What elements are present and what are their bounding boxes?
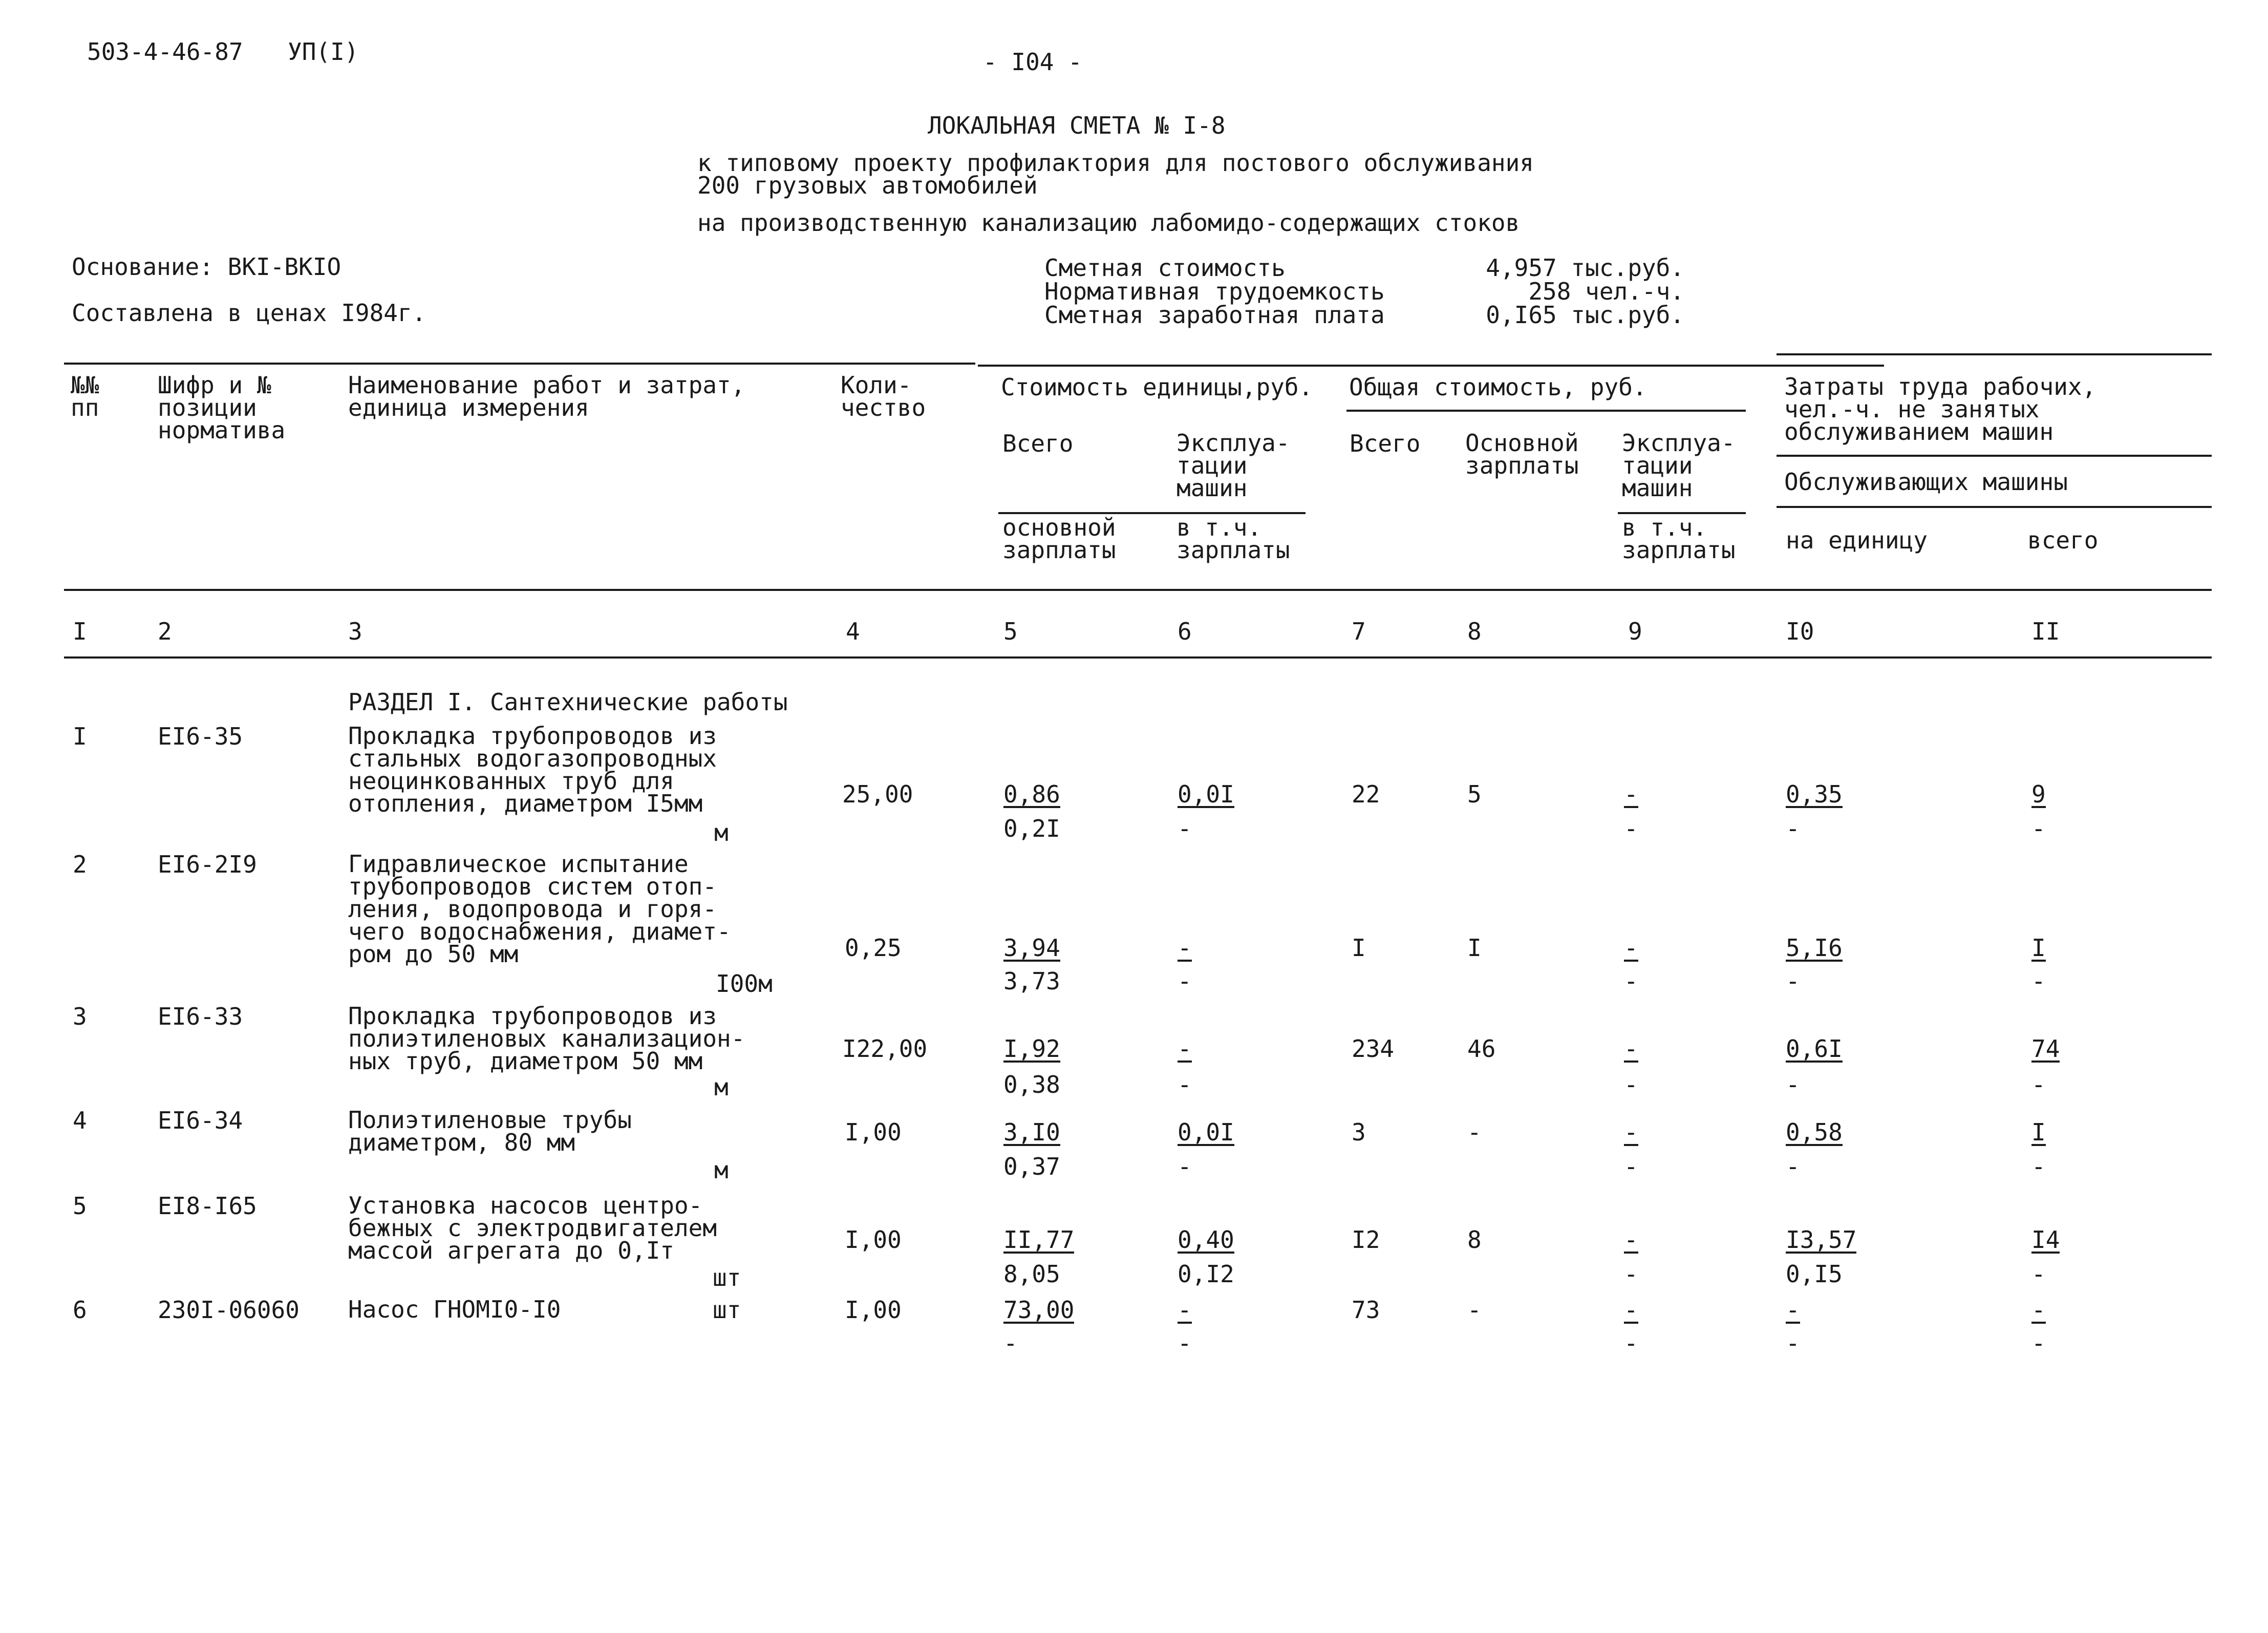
column-number-5: 5 [1003,618,1018,645]
header-quantity: Коли- чество [841,371,926,421]
row-2-unit-machines: - [1178,934,1192,962]
row-1-total-machines: - [1624,780,1638,808]
row-5-total-machine-wage: - [1624,1260,1638,1288]
summary-label-labor: Нормативная трудоемкость [1044,278,1385,305]
column-number-3: 3 [348,618,362,645]
row-6-unit-machines: - [1178,1296,1192,1324]
header-total-wage: Основной зарплаты [1465,429,1579,479]
row-6-unit-total: 73,00 [1003,1296,1075,1324]
album-number: УП(I) [288,38,359,66]
column-number-10: I0 [1786,618,1814,645]
row-5-total-all: I2 [1352,1226,1380,1254]
row-1-unit-machine-wage: - [1178,815,1192,842]
row-5-total-wage: 8 [1467,1226,1482,1254]
row-6-code: 230I-06060 [158,1296,299,1324]
row-3-total-wage: 46 [1467,1035,1496,1063]
summary-value-cost: 4,957 тыс.руб. [1486,254,1684,282]
row-2-number: 2 [73,851,87,878]
column-number-7: 7 [1352,618,1366,645]
price-basis-note: Составлена в ценах I984г. [72,299,426,327]
row-3-unit-total: I,92 [1003,1035,1060,1063]
column-number-11: II [2031,618,2060,645]
row-4-labor-total-machines: - [2031,1153,2046,1180]
summary-value-wage: 0,I65 тыс.руб. [1486,301,1684,329]
row-2-labor-total: I [2031,934,2046,962]
column-number-9: 9 [1628,618,1642,645]
header-total-cost: Общая стоимость, руб. [1349,373,1647,401]
row-5-unit-total: II,77 [1003,1226,1075,1254]
row-4-unit-machines: 0,0I [1178,1118,1234,1146]
document-code: 503-4-46-87 [87,38,243,66]
column-number-2: 2 [158,618,172,645]
row-4-name: Полиэтиленовые трубы диаметром, 80 мм [348,1106,632,1156]
row-6-number: 6 [73,1296,87,1324]
summary-value-labor: 258 чел.-ч. [1528,278,1684,305]
row-6-labor-unit: - [1786,1296,1800,1324]
row-3-total-machines: - [1624,1035,1638,1063]
row-5-unit-machines: 0,40 [1178,1226,1234,1254]
header-total-machines: Эксплуа- тации машин [1622,429,1736,502]
row-6-unit: шт [713,1296,741,1324]
row-2-labor-unit: 5,I6 [1786,934,1843,962]
table-top-rule-right [1777,353,2212,355]
row-2-code: EI6-2I9 [158,851,257,878]
row-3-number: 3 [73,1003,87,1030]
row-5-labor-unit: I3,57 [1786,1226,1857,1254]
row-3-labor-unit-machines: - [1786,1071,1800,1098]
row-2-unit-total: 3,94 [1003,934,1060,962]
summary-label-cost: Сметная стоимость [1044,254,1286,282]
row-4-total-machine-wage: - [1624,1153,1638,1180]
row-3-code: EI6-33 [158,1003,243,1030]
row-2-total-machines: - [1624,934,1638,962]
row-3-unit-machines: - [1178,1035,1192,1063]
row-2-labor-total-machines: - [2031,967,2046,995]
row-1-quantity: 25,00 [842,780,913,808]
section-title: РАЗДЕЛ I. Сантехнические работы [348,688,788,716]
subtitle-line-3: на производственную канализацию лабомидо-содержащих стоков [697,209,1520,237]
row-1-labor-unit: 0,35 [1786,780,1843,808]
row-4-total-machines: - [1624,1118,1638,1146]
row-3-total-all: 234 [1352,1035,1395,1063]
row-3-unit: м [714,1073,729,1101]
row-5-total-machines: - [1624,1226,1638,1254]
row-4-unit: м [714,1156,729,1184]
row-6-unit-wage: - [1003,1329,1018,1357]
row-6-unit-machine-wage: - [1178,1329,1192,1357]
row-2-unit-machine-wage: - [1178,967,1192,995]
row-4-quantity: I,00 [845,1118,902,1146]
row-1-total-all: 22 [1352,780,1380,808]
subtitle-line-2: 200 грузовых автомобилей [697,172,1038,199]
row-5-unit-machine-wage: 0,I2 [1178,1260,1234,1288]
row-5-unit-wage: 8,05 [1003,1260,1060,1288]
row-5-name: Установка насосов центро- бежных с электродвигателем массой агрегата до 0,Iт [348,1192,717,1264]
row-2-labor-unit-machines: - [1786,967,1800,995]
header-unit-wage: основной зарплаты [1002,514,1116,564]
row-4-unit-total: 3,I0 [1003,1118,1060,1146]
column-number-4: 4 [846,618,860,645]
header-work-name: Наименование работ и затрат, единица измерения [348,371,745,421]
row-4-code: EI6-34 [158,1107,243,1134]
row-2-total-wage: I [1467,934,1482,962]
basis-note: Основание: ВКI-ВКIО [72,253,341,281]
column-number-6: 6 [1178,618,1192,645]
header-labor-total: всего [2027,526,2099,554]
row-1-labor-total: 9 [2031,780,2046,808]
row-6-name: Насос ГНОМI0-I0 [348,1296,561,1323]
row-3-labor-total-machines: - [2031,1071,2046,1098]
row-6-labor-total: - [2031,1296,2046,1324]
header-unit-machine-wage: в т.ч. зарплаты [1176,514,1290,564]
labor-header-rule-1 [1777,455,2212,457]
header-unit-total: Всего [1002,430,1074,457]
header-labor: Затраты труда рабочих, чел.-ч. не занятых обслуживанием машин [1784,373,2096,446]
header-norm-code: Шифр и № позиции норматива [158,371,286,444]
row-1-number: I [73,723,87,750]
row-3-unit-wage: 0,38 [1003,1071,1060,1098]
row-1-unit-machines: 0,0I [1178,780,1234,808]
row-4-labor-total: I [2031,1118,2046,1146]
column-number-8: 8 [1467,618,1482,645]
row-6-labor-unit-machines: - [1786,1329,1800,1357]
row-4-unit-wage: 0,37 [1003,1153,1060,1180]
row-1-name: Прокладка трубопроводов из стальных водогазопроводных неоцинкованных труб для отопления, диаметром I5мм [348,722,717,817]
header-row-number: №№ пп [71,371,99,421]
total-cost-underline [1346,410,1746,412]
row-4-labor-unit: 0,58 [1786,1118,1843,1146]
summary-label-wage: Сметная заработная плата [1044,301,1385,329]
row-4-total-all: 3 [1352,1118,1366,1146]
row-3-total-machine-wage: - [1624,1071,1638,1098]
row-3-quantity: I22,00 [842,1035,928,1063]
row-5-code: EI8-I65 [158,1192,257,1220]
row-4-unit-machine-wage: - [1178,1153,1192,1180]
row-5-labor-total-machines: - [2031,1260,2046,1288]
row-6-total-machine-wage: - [1624,1329,1638,1357]
row-1-unit-total: 0,86 [1003,780,1060,808]
header-total-all: Всего [1350,430,1421,457]
header-unit-cost: Стоимость единицы,руб. [1001,373,1313,401]
row-6-total-all: 73 [1352,1296,1380,1324]
header-labor-per-unit: на единицу [1786,526,1928,554]
row-1-total-machine-wage: - [1624,815,1638,842]
row-2-total-all: I [1352,934,1366,962]
row-4-labor-unit-machines: - [1786,1153,1800,1180]
row-6-labor-total-machines: - [2031,1329,2046,1357]
row-1-code: EI6-35 [158,723,243,750]
header-total-machine-wage: в т.ч. зарплаты [1622,514,1736,564]
header-unit-machines: Эксплуа- тации машин [1176,429,1290,502]
row-4-total-wage: - [1467,1118,1482,1146]
table-top-rule-middle [978,365,1884,367]
subtitle-line-1: к типовому проекту профилактория для постового обслуживания [697,149,1534,177]
header-bottom-rule [64,589,2212,591]
row-1-labor-total-machines: - [2031,815,2046,842]
row-5-labor-unit-machines: 0,I5 [1786,1260,1843,1288]
row-3-unit-machine-wage: - [1178,1071,1192,1098]
row-6-total-machines: - [1624,1296,1638,1324]
row-2-quantity: 0,25 [845,934,902,962]
row-6-quantity: I,00 [845,1296,902,1324]
row-3-labor-unit: 0,6I [1786,1035,1843,1063]
document-title: ЛОКАЛЬНАЯ СМЕТА № I-8 [928,112,1226,139]
row-6-total-wage: - [1467,1296,1482,1324]
row-3-name: Прокладка трубопроводов из полиэтиленовых канализацион- ных труб, диаметром 50 мм [348,1002,745,1075]
header-labor-machines: Обслуживающих машины [1784,468,2068,496]
row-5-unit: шт [713,1264,741,1291]
numbering-bottom-rule [64,656,2212,659]
row-3-labor-total: 74 [2031,1035,2060,1063]
column-number-1: I [73,618,87,645]
page-number: - I04 - [983,48,1082,76]
row-5-quantity: I,00 [845,1226,902,1254]
row-1-unit-wage: 0,2I [1003,815,1060,842]
row-4-number: 4 [73,1107,87,1134]
row-2-name: Гидравлическое испытание трубопроводов систем отоп- ления, водопровода и горя- чего водоснабжения, диамет- ром до 50 мм [348,850,731,968]
table-top-rule-left [64,363,975,365]
row-1-labor-unit-machines: - [1786,815,1800,842]
row-1-total-wage: 5 [1467,780,1482,808]
row-5-number: 5 [73,1192,87,1220]
labor-header-rule-2 [1777,506,2212,508]
row-2-unit: I00м [716,970,773,998]
row-5-labor-total: I4 [2031,1226,2060,1254]
row-2-unit-wage: 3,73 [1003,967,1060,995]
row-1-unit: м [714,819,729,846]
row-2-total-machine-wage: - [1624,967,1638,995]
